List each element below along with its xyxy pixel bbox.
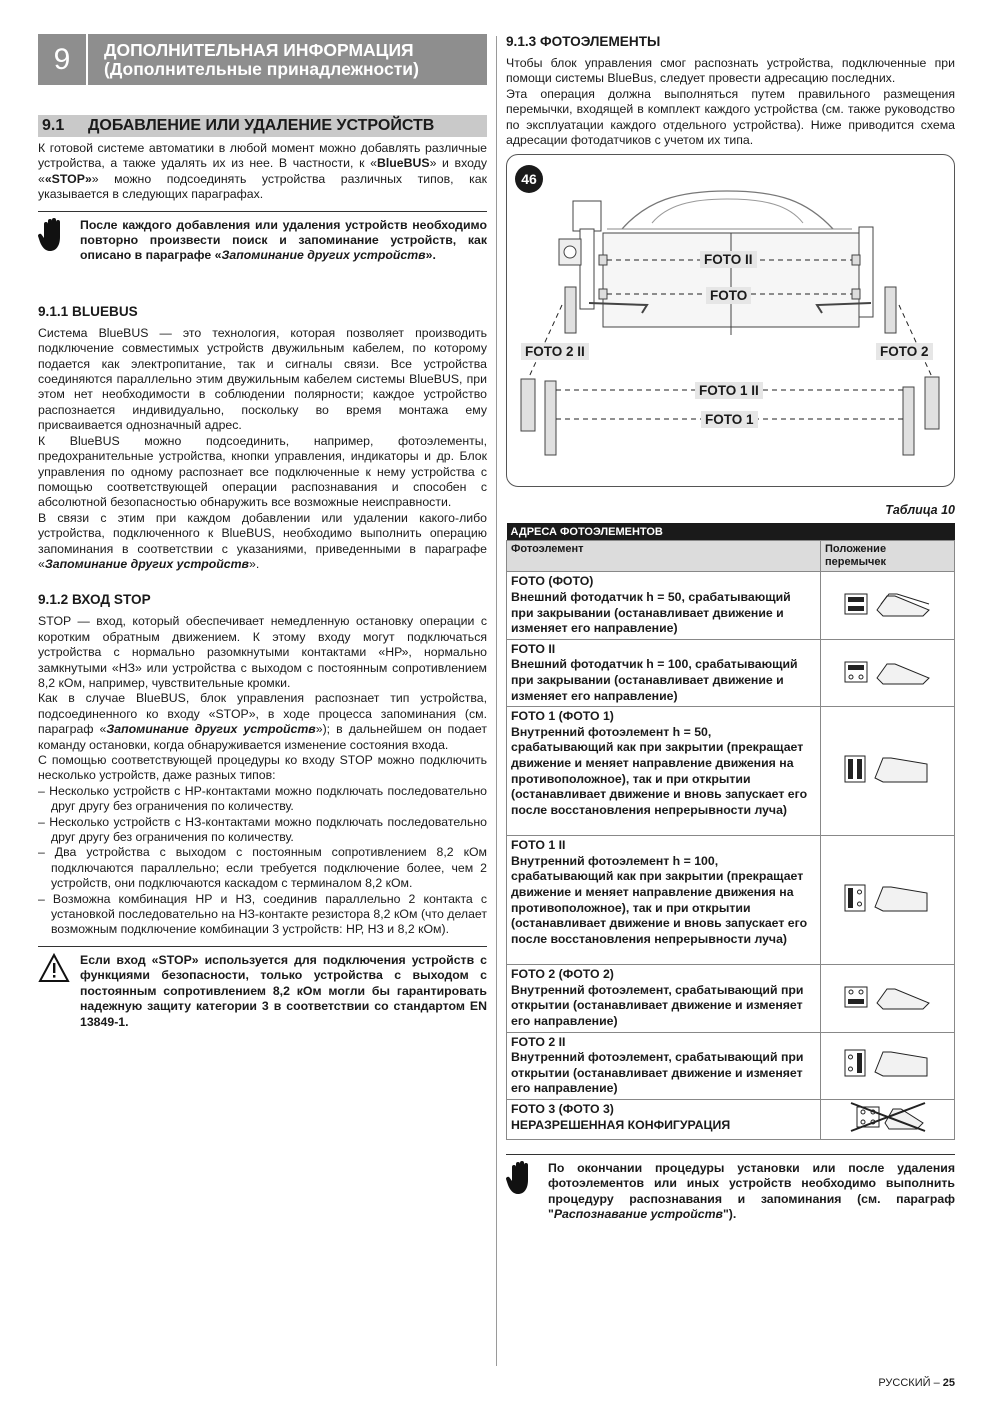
table-row: FOTO 3 (ФОТО 3) НЕРАЗРЕШЕННАЯ КОНФИГУРАЦИЯ xyxy=(507,1099,955,1139)
note-text: После каждого добавления или удаления устройств необходимо повторно произвести поиск и запоминание устройств, как описано в параграфе «Запоминание других устройств». xyxy=(80,217,487,263)
label-foto-2: FOTO 2 xyxy=(876,343,933,360)
jumper-icon xyxy=(821,965,955,1032)
column-divider xyxy=(496,36,497,1366)
final-note xyxy=(506,1154,955,1223)
figure-number: 46 xyxy=(515,165,543,193)
table-header: АДРЕСА ФОТОЭЛЕМЕНТОВ xyxy=(507,523,955,541)
right-column xyxy=(506,34,955,1223)
jumper-icon xyxy=(821,707,955,836)
list-item: – Два устройства с выходом с постоянным сопротивлением 8,2 кОм подключаются параллельно; если требуется подключение более, чем 2 устройств, они подключаются каскадом с терминалом 8,2 кОм. xyxy=(38,845,487,891)
jumper-icon xyxy=(821,572,955,639)
list-item: – Несколько устройств с НЗ-контактами можно подключать последовательно друг другу без ограничения по количеству. xyxy=(38,814,487,845)
left-column xyxy=(38,34,487,1030)
label-foto-ii: FOTO II xyxy=(700,251,757,268)
bluebus-para-2: К BlueBUS можно подсоединить, например, фотоэлементы, предохранительные устройства, кнопки управления, индикаторы и др. Блок управления по одному распознает все подключенные к нему устройства с помощью соответствующей операции распознавания и способен с абсолютной безопасностью обнаружить все возможные неисправности. xyxy=(38,433,487,510)
section-9-1-2-title: 9.1.2 ВХОД STOP xyxy=(38,592,151,608)
stop-para-2: Как в случае BlueBUS, блок управления распознает тип устройства, подсоединенного ко входу «STOP», в ходе процесса запоминания (см. параграф «Запоминание других устройств»); в дальнейшем он подает команду остановки, когда обнаруживается изменение состояния входа. xyxy=(38,691,487,752)
bluebus-para-1: Система BlueBUS — это технология, которая позволяет производить подключение совместимых устройств двужильным кабелем, по которому подается как электропитание, так и сигналы связи. Все устройства соединяются параллельно этим двужильным кабелем системы BlueBUS, при этом нет необходимости в соблюдении полярности; каждое устройство распознается индивидуально, поскольку во время монтажа ему присваивается однозначный адрес. xyxy=(38,325,487,433)
list-item: – Возможна комбинация НР и НЗ, соединив параллельно 2 контакта с установкой последовательно на НЗ-контакте резистора 8,2 кОм (что делает возможным подключение комбинации 3 устройств: НР, НЗ и 8,2 кОм). xyxy=(38,891,487,937)
col-jumper-position: Положение перемычек xyxy=(821,541,955,572)
col-photoelement: Фотоэлемент xyxy=(507,541,821,572)
table-row: FOTO II Внешний фотодатчик h = 100, срабатывающий при закрывании (останавливает движение и изменяет его направление) xyxy=(507,639,955,706)
chapter-number: 9 xyxy=(38,34,88,85)
warning-triangle-icon xyxy=(38,953,80,1030)
gate-diagram xyxy=(507,155,954,486)
section-9-1-intro: К готовой системе автоматики в любой момент можно добавлять различные устройства, а также удалять их из нее. В частности, к «BlueBUS» и входу ««STOP»» можно подсоединять устройства различных типов, как указывается в следующих параграфах. xyxy=(38,141,487,202)
list-item: – Несколько устройств с НР-контактами можно подключать последовательно друг другу без ограничения по количеству. xyxy=(38,783,487,814)
stop-para-1: STOP — вход, который обеспечивает немедленную остановку операции с коротким обратным движением. К этому входу могут подключаться устройства с нормально разомкнутыми контактами «НР», нормально замкнутыми «НЗ» или устройства с выходом с постоянным сопротивлением 8,2 кОм, например, чувствительные кромки. xyxy=(38,614,487,690)
table-row: FOTO 2 II Внутренний фотоэлемент, срабатывающий при открытии (останавливает движение и изменяет его направление) xyxy=(507,1032,955,1099)
hand-stop-icon xyxy=(506,1161,548,1223)
chapter-header xyxy=(38,34,487,85)
warning-text: Если вход «STOP» используется для подключения устройств с функциями безопасности, только устройства с выходом с постоянным сопротивлением 8,2 кОм могли бы гарантировать надежную защиту категории 3 в соответствии со стандартом EN 13849-1. xyxy=(80,952,487,1029)
jumper-icon xyxy=(821,836,955,965)
jumper-icon xyxy=(821,1032,955,1099)
label-foto-2-ii: FOTO 2 II xyxy=(521,343,589,360)
note-add-remove xyxy=(38,211,487,264)
section-9-1-header: 9.1 ДОБАВЛЕНИЕ ИЛИ УДАЛЕНИЕ УСТРОЙСТВ xyxy=(38,115,487,137)
stop-list xyxy=(38,784,487,938)
page-footer: РУССКИЙ – 25 xyxy=(878,1377,955,1389)
photo-para-2: Эта операция должна выполняться путем правильного размещения перемычки, входящей в комплект каждого устройства (см. также руководство по эксплуатации каждого отдельного устройства). Ниже приводится схема адресации фотодатчиков с учетом их типа. xyxy=(506,86,955,148)
table-row: FOTO 1 (ФОТО 1) Внутренний фотоэлемент h = 50, срабатывающий как при закрытии (прекращает движение и меняет направление движения на противоположное), так и при открытии (останавливает движение и вновь запускает его после восстановления непрерывности луча) xyxy=(507,707,955,836)
photo-para-1: Чтобы блок управления смог распознать устройства, подключенные при помощи системы BlueBus, следует провести адресацию последних. xyxy=(506,56,955,86)
table-caption: Таблица 10 xyxy=(885,503,955,518)
chapter-title: ДОПОЛНИТЕЛЬНАЯ ИНФОРМАЦИЯ (Дополнительные принадлежности) xyxy=(104,39,419,79)
hand-stop-icon xyxy=(38,218,80,264)
section-9-1-3-title: 9.1.3 ФОТОЭЛЕМЕНТЫ xyxy=(506,34,661,49)
photo-address-table xyxy=(506,523,955,1140)
label-foto-1-ii: FOTO 1 II xyxy=(695,382,763,399)
section-9-1-1-title: 9.1.1 BLUEBUS xyxy=(38,303,138,319)
jumper-icon xyxy=(821,639,955,706)
warning-stop xyxy=(38,946,487,1030)
table-row: FOTO (ФОТО) Внешний фотодатчик h = 50, срабатывающий при закрывании (останавливает движение и изменяет его направление) xyxy=(507,572,955,639)
table-row: FOTO 1 II Внутренний фотоэлемент h = 100, срабатывающий как при закрытии (прекращает движение и меняет направление движения на противоположное), так и при открытии (останавливает движение и вновь запускает его после восстановления непрерывности луча) xyxy=(507,836,955,965)
bluebus-para-3: В связи с этим при каждом добавлении или удалении какого-либо устройства, подключенного к BlueBUS, необходимо выполнить операцию запоминания в соответствии с указаниями, приведенными в параграфе «Запоминание других устройств». xyxy=(38,510,487,571)
label-foto-1: FOTO 1 xyxy=(701,411,758,428)
label-foto: FOTO xyxy=(706,287,751,304)
stop-para-3: С помощью соответствующей процедуры ко входу STOP можно подключить несколько устройств, даже разных типов: xyxy=(38,753,487,783)
final-note-text: По окончании процедуры установки или после удаления фотоэлементов или иных устройств необходимо выполнить процедуру распознавания и запоминания (см. параграф "Распознавание устройств"). xyxy=(548,1160,955,1222)
not-allowed-jumper-icon xyxy=(821,1099,955,1139)
figure-46 xyxy=(506,154,955,487)
table-row: FOTO 2 (ФОТО 2) Внутренний фотоэлемент, срабатывающий при открытии (останавливает движение и изменяет его направление) xyxy=(507,965,955,1032)
